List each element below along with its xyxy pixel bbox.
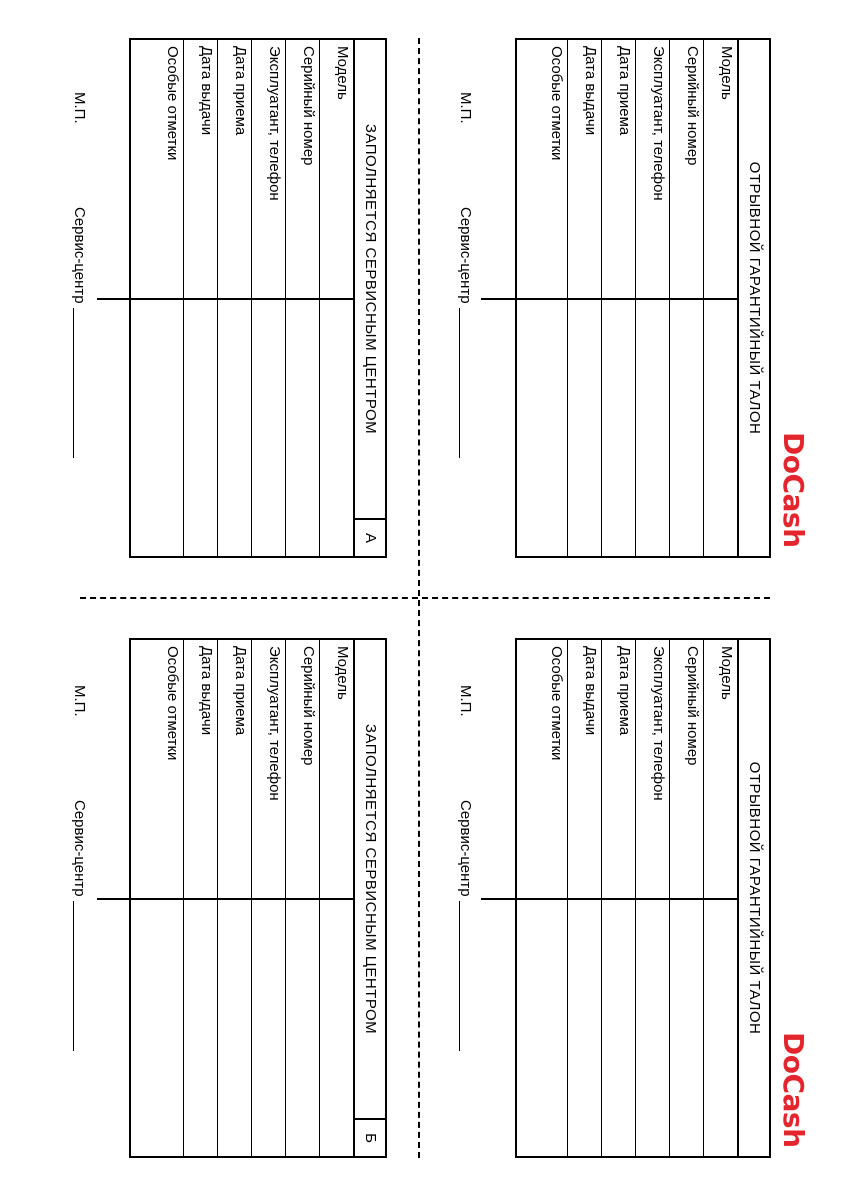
field-value[interactable] — [184, 900, 217, 1156]
field-value[interactable] — [704, 900, 737, 1156]
card-letter: А — [355, 518, 385, 556]
field-row — [285, 640, 319, 1156]
field-value[interactable] — [636, 900, 669, 1156]
field-label: Эксплуатант, телефон — [252, 40, 285, 300]
field-label: Модель — [704, 40, 737, 300]
field-value[interactable] — [286, 900, 319, 1156]
field-label: Особые отметки — [481, 640, 567, 900]
field-value[interactable] — [286, 300, 319, 556]
service-title: ЗАПОЛНЯЕТСЯ СЕРВИСНЫМ ЦЕНТРОМ — [362, 723, 379, 1035]
field-row — [285, 40, 319, 556]
service-title: ЗАПОЛНЯЕТСЯ СЕРВИСНЫМ ЦЕНТРОМ — [362, 123, 379, 435]
field-row — [97, 640, 183, 1156]
field-label: Модель — [704, 640, 737, 900]
field-value[interactable] — [320, 900, 353, 1156]
field-value[interactable] — [97, 300, 183, 556]
field-value[interactable] — [218, 300, 251, 556]
field-row — [217, 640, 251, 1156]
docash-logo: DoCash — [777, 1032, 810, 1148]
field-label: Дата приема — [602, 40, 635, 300]
service-center-label — [71, 207, 88, 458]
field-row — [567, 640, 601, 1156]
field-value[interactable] — [184, 300, 217, 556]
coupon-header — [737, 640, 769, 1156]
coupon-header — [737, 40, 769, 556]
field-row — [635, 640, 669, 1156]
service-center-text: Сервис-центр — [457, 207, 474, 304]
service-center-text: Сервис-центр — [71, 207, 88, 304]
field-row — [183, 40, 217, 556]
service-header — [353, 640, 385, 1156]
field-label: Модель — [320, 40, 353, 300]
field-row — [703, 40, 737, 556]
field-row — [567, 40, 601, 556]
field-value[interactable] — [568, 900, 601, 1156]
service-center-label — [457, 800, 474, 1051]
field-value[interactable] — [670, 900, 703, 1156]
signature-line — [459, 901, 460, 1051]
service-center-text: Сервис-центр — [71, 800, 88, 897]
field-row — [251, 640, 285, 1156]
coupon-title: ОТРЫВНОЙ ГАРАНТИЙНЫЙ ТАЛОН — [746, 161, 763, 435]
field-row — [217, 40, 251, 556]
field-value[interactable] — [670, 300, 703, 556]
field-value[interactable] — [97, 900, 183, 1156]
field-label: Эксплуатант, телефон — [636, 40, 669, 300]
field-row — [669, 640, 703, 1156]
field-label: Серийный номер — [286, 640, 319, 900]
card-letter: Б — [355, 1118, 385, 1156]
signature-line — [73, 308, 74, 458]
field-row — [669, 40, 703, 556]
service-center-text: Сервис-центр — [457, 800, 474, 897]
signature-line — [459, 308, 460, 458]
field-value[interactable] — [481, 300, 567, 556]
field-value[interactable] — [704, 300, 737, 556]
field-label: Серийный номер — [670, 640, 703, 900]
field-label: Особые отметки — [481, 40, 567, 300]
field-row — [481, 40, 567, 556]
field-value[interactable] — [636, 300, 669, 556]
field-row — [183, 640, 217, 1156]
field-row — [703, 640, 737, 1156]
field-row — [601, 640, 635, 1156]
service-card-a-wrap — [129, 38, 387, 558]
coupon-title: ОТРЫВНОЙ ГАРАНТИЙНЫЙ ТАЛОН — [746, 761, 763, 1035]
field-value[interactable] — [320, 300, 353, 556]
field-row — [97, 40, 183, 556]
field-label: Серийный номер — [670, 40, 703, 300]
field-value[interactable] — [252, 900, 285, 1156]
service-center-label — [457, 207, 474, 458]
field-label: Дата приема — [218, 40, 251, 300]
field-label: Дата выдачи — [568, 40, 601, 300]
field-row — [251, 40, 285, 556]
field-value[interactable] — [481, 900, 567, 1156]
stamp-label: М.П. — [71, 685, 88, 717]
coupon-card-1 — [515, 38, 771, 558]
stamp-label: М.П. — [71, 92, 88, 124]
field-value[interactable] — [218, 900, 251, 1156]
coupon-card-1-wrap — [515, 38, 771, 558]
cut-line-horizontal — [80, 597, 770, 599]
field-row — [601, 40, 635, 556]
field-value[interactable] — [568, 300, 601, 556]
field-label: Дата приема — [218, 640, 251, 900]
stamp-label: М.П. — [457, 685, 474, 717]
field-row — [319, 640, 353, 1156]
coupon-card-2 — [515, 638, 771, 1158]
field-label: Особые отметки — [97, 640, 183, 900]
field-row — [319, 40, 353, 556]
docash-logo: DoCash — [777, 432, 810, 548]
field-row — [481, 640, 567, 1156]
field-label: Серийный номер — [286, 40, 319, 300]
service-header — [353, 40, 385, 556]
field-value[interactable] — [252, 300, 285, 556]
field-label: Дата выдачи — [568, 640, 601, 900]
coupon-card-2-wrap — [515, 638, 771, 1158]
service-center-label — [71, 800, 88, 1051]
field-label: Особые отметки — [97, 40, 183, 300]
field-value[interactable] — [602, 900, 635, 1156]
field-label: Эксплуатант, телефон — [636, 640, 669, 900]
signature-line — [73, 901, 74, 1051]
field-label: Дата приема — [602, 640, 635, 900]
service-card-b-wrap — [129, 638, 387, 1158]
field-label: Эксплуатант, телефон — [252, 640, 285, 900]
service-card-b — [129, 638, 387, 1158]
field-label: Дата выдачи — [184, 40, 217, 300]
field-row — [635, 40, 669, 556]
field-value[interactable] — [602, 300, 635, 556]
field-label: Модель — [320, 640, 353, 900]
stamp-label: М.П. — [457, 92, 474, 124]
service-card-a — [129, 38, 387, 558]
field-label: Дата выдачи — [184, 640, 217, 900]
